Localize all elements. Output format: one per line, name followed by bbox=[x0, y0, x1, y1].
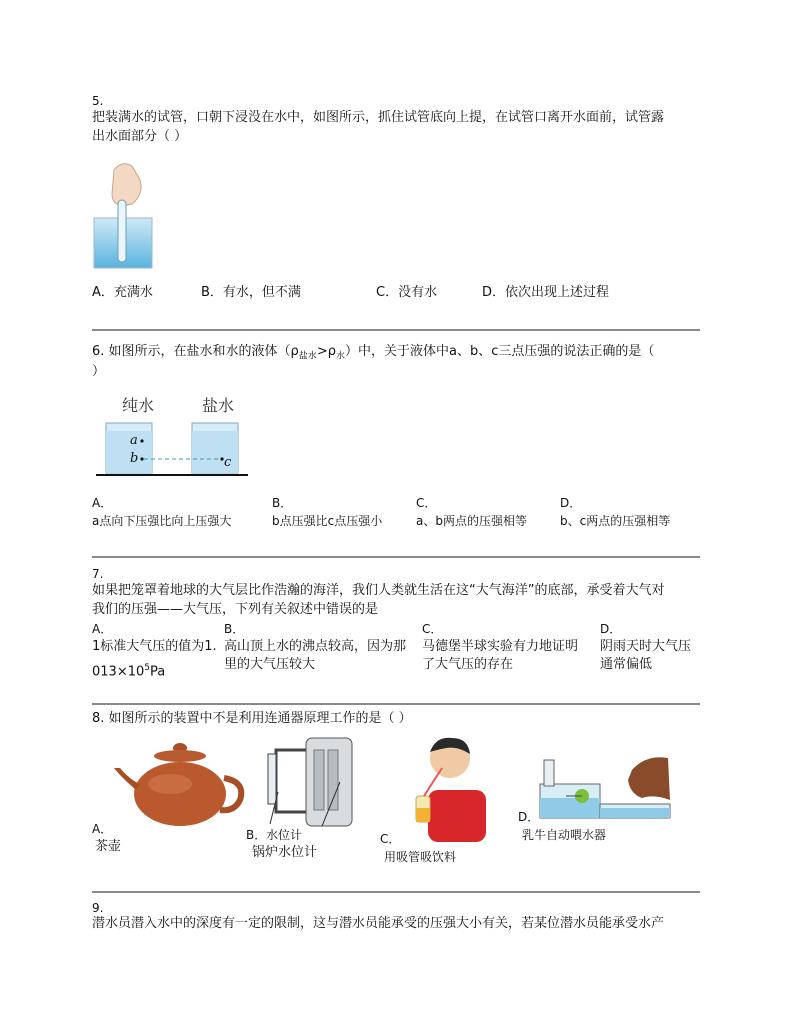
q8-option-b-text[interactable]: 锅炉水位计 bbox=[252, 845, 318, 860]
boiler-gauge-image bbox=[262, 732, 358, 832]
q7-option-b-line1[interactable]: 高山顶上水的沸点较高，因为那 bbox=[224, 639, 407, 654]
q8-option-a-text[interactable]: 茶壶 bbox=[95, 839, 122, 854]
q5-number: 5. bbox=[92, 94, 104, 108]
water-gauge-label: 水位计 bbox=[266, 828, 303, 842]
point-a-label: a bbox=[130, 433, 138, 448]
q5-stem-line1: 把装满水的试管，口朝下浸没在水中，如图所示，抓住试管底向上提，在试管口离开水面前，试管露 bbox=[92, 110, 665, 125]
q8-option-d-text[interactable]: 乳牛自动喂水器 bbox=[522, 828, 607, 842]
q5-option-c[interactable]: C．没有水 bbox=[376, 285, 438, 300]
divider bbox=[92, 891, 700, 893]
pure-water-label: 纯水 bbox=[122, 396, 155, 415]
point-c-label: c bbox=[224, 455, 232, 470]
q5-stem-line2: 出水面部分（ ） bbox=[92, 129, 188, 144]
q7-option-a-line2[interactable]: $013\times 10^5Pa$ bbox=[92, 663, 166, 680]
q5-option-d[interactable]: D．依次出现上述过程 bbox=[482, 285, 610, 300]
q5-option-b[interactable]: B．有水，但不满 bbox=[201, 285, 301, 300]
q7-option-d-line1[interactable]: 阴雨天时大气压 bbox=[600, 639, 692, 654]
q7-stem-line1: 如果把笼罩着地球的大气层比作浩瀚的海洋，我们人类就生活在这“大气海洋”的底部，承受着大气对 bbox=[92, 583, 665, 598]
divider bbox=[92, 329, 700, 331]
q5-test-tube-figure bbox=[92, 160, 156, 270]
boy-drinking-image bbox=[406, 734, 490, 842]
q8-option-d-letter[interactable]: D． bbox=[518, 810, 540, 824]
teapot-image bbox=[112, 738, 248, 830]
q8-option-c-text[interactable]: 用吸管吸饮料 bbox=[384, 850, 457, 864]
q6-stem-line1: 6. 如图所示，在盐水和水的液体$(\rho_{盐水}>\rho_水)$中，关于液体中a、b、c三点压强的说法正确的是（ bbox=[92, 344, 655, 362]
q7-option-d-letter[interactable]: D． bbox=[600, 622, 622, 636]
q8-option-c-letter[interactable]: C． bbox=[380, 832, 401, 846]
q6-option-c-text[interactable]: a、b两点的压强相等 bbox=[416, 514, 527, 528]
q9-stem-line1: 潜水员潜入水中的深度有一定的限制，这与潜水员能承受的压强大小有关，若某位潜水员能承受水产 bbox=[92, 916, 665, 931]
q7-option-c-letter[interactable]: C． bbox=[422, 622, 443, 636]
divider bbox=[92, 703, 700, 705]
q5-option-a[interactable]: A．充满水 bbox=[92, 285, 153, 300]
q7-option-a-line1[interactable]: 1标准大气压的值为1. bbox=[92, 639, 217, 654]
q7-option-b-line2[interactable]: 里的大气压较大 bbox=[224, 657, 316, 672]
q7-stem-line2: 我们的压强——大气压，下列有关叙述中错误的是 bbox=[92, 602, 379, 617]
q7-option-c-line1[interactable]: 马德堡半球实验有力地证明 bbox=[422, 639, 579, 654]
q7-option-c-line2[interactable]: 了大气压的存在 bbox=[422, 657, 514, 672]
q6-beaker-figure bbox=[92, 395, 252, 479]
q7-option-d-line2[interactable]: 通常偏低 bbox=[600, 657, 653, 672]
q6-option-d-letter[interactable]: D． bbox=[560, 496, 582, 510]
divider bbox=[92, 556, 700, 558]
cow-feeder-image bbox=[536, 750, 672, 822]
q6-option-a-letter[interactable]: A． bbox=[92, 496, 113, 510]
q7-option-a-letter[interactable]: A． bbox=[92, 622, 113, 636]
point-b-label: b bbox=[130, 451, 139, 466]
q6-option-c-letter[interactable]: C． bbox=[416, 496, 437, 510]
q7-number: 7. bbox=[92, 567, 104, 581]
q8-option-b-letter[interactable]: B． bbox=[246, 828, 267, 842]
q6-stem-line2: ） bbox=[92, 364, 106, 379]
q7-option-b-letter[interactable]: B． bbox=[224, 622, 245, 636]
q6-option-a-text[interactable]: a点向下压强比向上压强大 bbox=[92, 514, 232, 528]
q6-option-b-letter[interactable]: B． bbox=[272, 496, 293, 510]
q6-option-d-text[interactable]: b、c两点的压强相等 bbox=[560, 514, 671, 528]
q8-stem: 8. 如图所示的装置中不是利用连通器原理工作的是（ ） bbox=[92, 711, 412, 726]
q9-number: 9. bbox=[92, 901, 104, 915]
q6-option-b-text[interactable]: b点压强比c点压强小 bbox=[272, 514, 383, 528]
salt-water-label: 盐水 bbox=[202, 396, 235, 415]
q8-option-a-letter[interactable]: A． bbox=[92, 822, 113, 836]
